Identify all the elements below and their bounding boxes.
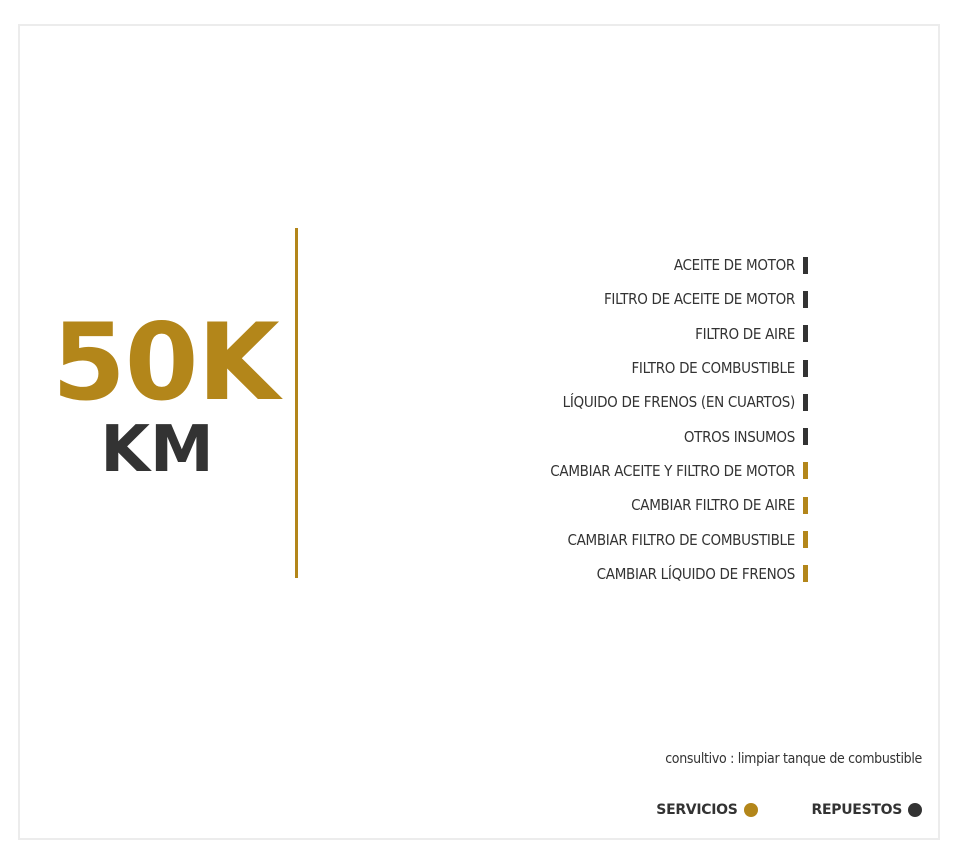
advisory-note: consultivo : limpiar tanque de combustible: [665, 751, 922, 767]
servicios-marker-icon: [803, 462, 808, 479]
legend-servicios: [656, 802, 757, 818]
servicios-marker-icon: [803, 531, 808, 548]
repuestos-marker-icon: [803, 394, 808, 411]
servicios-marker-icon: [803, 565, 808, 582]
maintenance-item: [550, 454, 808, 488]
maintenance-item-label: CAMBIAR FILTRO DE AIRE: [631, 496, 795, 515]
km-milestone: [52, 301, 279, 487]
servicios-marker-icon: [803, 497, 808, 514]
maintenance-item-label: FILTRO DE ACEITE DE MOTOR: [603, 290, 795, 309]
repuestos-dot-icon: [908, 803, 922, 817]
maintenance-items-list: [550, 248, 808, 591]
maintenance-item: [550, 522, 808, 556]
maintenance-item: [550, 385, 808, 419]
maintenance-item: [550, 488, 808, 522]
repuestos-marker-icon: [803, 257, 808, 274]
maintenance-item: [550, 248, 808, 282]
maintenance-item-label: FILTRO DE COMBUSTIBLE: [631, 359, 795, 378]
legend-repuestos: [812, 802, 922, 818]
maintenance-item-label: CAMBIAR ACEITE Y FILTRO DE MOTOR: [550, 461, 795, 480]
repuestos-marker-icon: [803, 360, 808, 377]
repuestos-marker-icon: [803, 428, 808, 445]
km-unit: KM: [100, 413, 214, 487]
legend-servicios-label: SERVICIOS: [656, 802, 738, 818]
maintenance-card: [18, 24, 940, 840]
legend-repuestos-label: REPUESTOS: [811, 802, 902, 818]
maintenance-item-label: ACEITE DE MOTOR: [673, 256, 795, 275]
maintenance-item-label: FILTRO DE AIRE: [695, 324, 795, 343]
maintenance-item-label: CAMBIAR LÍQUIDO DE FRENOS: [596, 564, 795, 583]
servicios-dot-icon: [744, 803, 758, 817]
maintenance-item: [550, 557, 808, 591]
maintenance-item-label: LÍQUIDO DE FRENOS (EN CUARTOS): [562, 393, 795, 412]
maintenance-item-label: OTROS INSUMOS: [683, 427, 795, 446]
vertical-divider: [295, 228, 298, 578]
maintenance-item: [550, 351, 808, 385]
repuestos-marker-icon: [803, 325, 808, 342]
legend: [656, 802, 922, 818]
maintenance-item: [550, 317, 808, 351]
km-number: 50K: [52, 301, 279, 424]
maintenance-item: [550, 282, 808, 316]
maintenance-item-label: CAMBIAR FILTRO DE COMBUSTIBLE: [567, 530, 795, 549]
repuestos-marker-icon: [803, 291, 808, 308]
maintenance-item: [550, 419, 808, 453]
